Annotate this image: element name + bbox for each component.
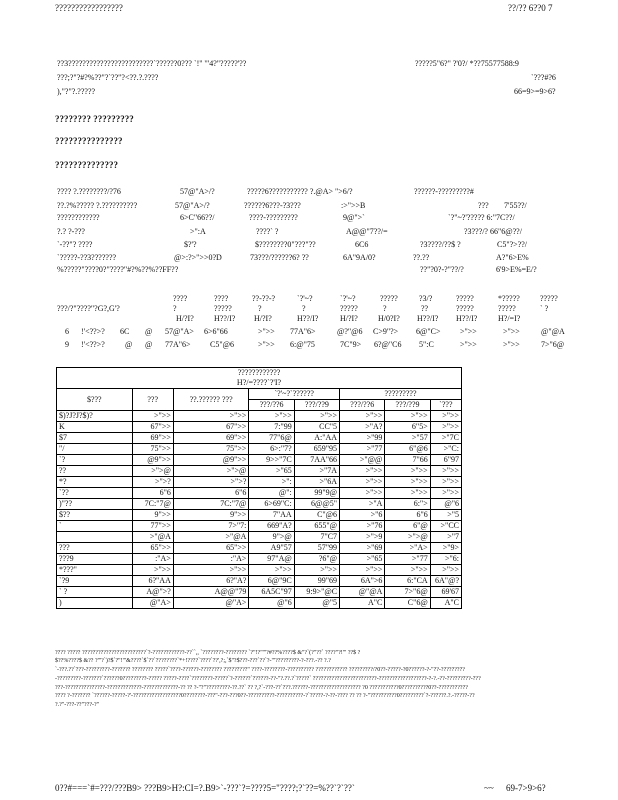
value-cell: >">@ [173,466,249,477]
block-1-row-2-c6: 7'55??/ [504,201,527,210]
value-cell: 6@@5" [294,499,339,510]
value-cell: @"@A [340,587,385,598]
heading-3: ?????????????? [55,160,118,170]
value-cell: 6:"CA [385,576,430,587]
block-1-row-2-c1: ??.?%????? ?.?????????? [57,201,138,210]
value-cell: 75">> [132,444,173,455]
value-cell: 57"99 [294,543,339,554]
summary-row-2-c5: 77A"6> [165,340,191,349]
column-header-c: ??.?????? ??? [173,389,249,411]
table-row [57,499,462,510]
page-footer-right: 69-7>9>6? [506,783,546,793]
summary-row-2-c8: 6:@"75 [290,340,315,349]
row-label-cell: ???9 [57,554,133,565]
summary-row-2-c11: 5":C [419,340,434,349]
value-cell: 65">> [173,543,249,554]
value-cell: 9>>"7C [249,455,294,466]
value-cell: >">9 [340,532,385,543]
table-row [57,554,462,565]
summary-head1-2: ???? [214,294,229,303]
value-cell: >">> [249,411,294,422]
row-label-cell: K [57,422,133,433]
block-1-row-6-c6: A?"6>E% [496,253,529,262]
summary-head1-8: ????? [456,294,474,303]
value-cell: @": [249,488,294,499]
value-cell: A9"57 [249,543,294,554]
block-1-row-1-c4: ??????-?????????# [414,187,474,196]
summary-head3-3: H/?I? [254,314,272,323]
table-row [57,488,462,499]
summary-head1-4: `?'~? [297,294,313,303]
value-cell: 6>:"7? [249,444,294,455]
value-cell: >"6: [430,554,461,565]
value-cell: 6"97 [430,455,461,466]
block-1-row-6-c5: ??.?? [413,253,430,262]
summary-head3-1: H/?I? [176,314,194,323]
footnote-line-7: ?.?"-???-??"???-?" [55,702,100,708]
summary-head1-1: ???? [173,294,188,303]
summary-row-2-c13: >">> [503,340,520,349]
table-row [57,587,462,598]
value-cell: >">> [430,422,461,433]
summary-row-1-c12: >">> [460,327,477,336]
summary-head2-11: ` ? [540,304,549,313]
sub-header-5: `??? [430,400,461,411]
summary-row-1-c13: >">> [503,327,520,336]
block-1-row-4-c2: >":A [190,227,206,236]
value-cell: >">> [173,411,249,422]
value-cell: >"A [340,499,385,510]
table-row [57,521,462,532]
value-cell: 6"@ [385,521,430,532]
value-cell: >"65 [249,466,294,477]
summary-head2-9: ????? [456,304,474,313]
value-cell: ?6"@ [294,554,339,565]
table-title-line-1: ???????????? [237,368,281,377]
summary-row-2-c2: !'<??>? [81,340,105,349]
value-cell: 6"5> [385,422,430,433]
data-table [56,367,462,609]
summary-row-2-c9: 7C"9> [340,340,362,349]
row-label-cell: *???" [57,565,133,576]
value-cell: >"76 [340,521,385,532]
value-cell: >"57 [385,433,430,444]
heading-1: ???????? ????????? [55,114,134,124]
column-group-1: `?'~?`?????? [249,389,340,400]
value-cell: 9">> [173,510,249,521]
value-cell: >">> [340,411,385,422]
row-label-cell: ` [57,521,133,532]
value-cell: 6"6 [173,488,249,499]
block-1-row-5-c3: $????????0"???"?? [255,240,316,249]
value-cell: >">@ [385,532,430,543]
summary-head2-4: ? [258,304,262,313]
footnote-line-3: `-???.??`???-?????????-??????? ???????? ?????`????-??????-???????? ?????????" ????-????????-?????????? ???????????? ?????????/?0??-?????-?0??????-?-"??-????????? [55,667,465,673]
value-cell: @"6 [249,598,294,609]
value-cell: >"7 [430,532,461,543]
block-1-row-6-c2: @>:?>">>0?D [174,253,222,262]
intro-line-1-right: ?????5"6?" ?'0?/ *??75577588:9 [415,59,519,68]
summary-head2-6: ????? [340,304,358,313]
summary-head3-5: H/?I? [340,314,358,323]
row-label-cell: ) [57,598,133,609]
value-cell: 655"@ [294,521,339,532]
row-label-cell: ??? [57,543,133,554]
footnote-line-2: $??%????$ &?? ?"'?`)?$`?"!'"&????`$`??`????????`*+!????`????`??',?;,`$"?$???-???`??`?-"'?????????-?-???.-?? ?.? [55,658,331,664]
block-1-row-3-c3: ????-????????? [249,213,298,222]
value-cell: CC"5 [294,422,339,433]
block-1-row-7-c6: 6'9>E%=E/? [496,265,537,274]
value-cell: >"@@ [340,455,385,466]
value-cell: >">> [173,565,249,576]
summary-row-2-c10: 6?@"C6 [374,340,402,349]
table-row [57,422,462,433]
summary-head3-8: H??/I? [456,314,478,323]
sub-header-3: ???/??6 [340,400,385,411]
value-cell: 7"C7 [294,532,339,543]
block-1-row-4-c3: ????` ? [256,227,279,236]
page-header-left: ????????????????? [55,3,123,13]
row-label-cell: `?? [57,488,133,499]
value-cell: >": [249,477,294,488]
value-cell: 69">> [173,433,249,444]
table-row [57,532,462,543]
value-cell: 6>69"C: [249,499,294,510]
value-cell: 7C:"7@ [173,499,249,510]
value-cell: A"C [430,598,461,609]
row-label-cell: "/ [57,444,133,455]
summary-row-1-c1: 6 [65,327,69,336]
block-1-row-5-c1: `-??"? ???? [57,240,93,249]
summary-head2-5: ? [302,304,306,313]
summary-row-1-c11: 6@"C> [416,327,441,336]
value-cell: @"A> [173,598,249,609]
value-cell: >">> [132,565,173,576]
table-row [57,444,462,455]
value-cell: @"5 [294,598,339,609]
value-cell: A:"AA [294,433,339,444]
value-cell: 7C:"7@ [132,499,173,510]
value-cell: >">> [340,488,385,499]
row-label-cell: )"?? [57,499,133,510]
block-1-row-5-c4: 6C6 [355,240,369,249]
block-1-row-6-c1: `?????-??3??????? [57,253,117,262]
row-label-cell: *? [57,477,133,488]
value-cell: C"6@ [385,598,430,609]
value-cell: 7"AA [249,510,294,521]
value-cell: >">> [430,411,461,422]
value-cell: >">> [385,411,430,422]
value-cell: 77">> [132,521,173,532]
value-cell: 97"A@ [249,554,294,565]
value-cell: >">> [340,466,385,477]
value-cell: A"C [340,598,385,609]
summary-head3-4: H??/I? [297,314,319,323]
block-1-row-4-c4: A@@"7??/= [346,227,388,236]
value-cell: 669"A? [249,521,294,532]
value-cell: A@">? [132,587,173,598]
value-cell: 6A5C"97 [249,587,294,598]
summary-row-1-c4: @ [145,327,153,336]
value-cell: >"A> [385,543,430,554]
value-cell: >"6A [294,477,339,488]
value-cell: >"5 [430,510,461,521]
value-cell: >">> [385,565,430,576]
page-footer-left: 0??#===`#=???/???B9> ???B9>H?:CI=?.B9>`-???`?=????5="????;?`??=%??`?`??` [55,783,355,793]
value-cell: >">> [385,488,430,499]
row-label-cell: ` ? [57,587,133,598]
footnote-line-6: ???? ?-??????? `??????-?????-?'-??????????????????0????????-???"-???-???0??-??????????-??????????-?`?????-?-??-???? ?? ?? ?-"??????????0?????????`?-??????.?.-?????-?? [55,693,475,699]
summary-row-1-c7: >">> [258,327,275,336]
table-row [57,466,462,477]
value-cell: @"A> [132,598,173,609]
value-cell: 6"@6 [385,444,430,455]
summary-row-1-c14: @"@A [541,327,565,336]
summary-row-2-c7: >">> [258,340,275,349]
value-cell: >">> [430,565,461,576]
summary-head2-7: ? [383,304,387,313]
summary-row-2-c3: @ [125,340,133,349]
block-1-row-1-c1: ???? ?.????????/?76 [57,187,121,196]
value-cell: 7AA"66 [294,455,339,466]
summary-head3-2: H??/I? [214,314,236,323]
value-cell: 7"66 [385,455,430,466]
table-body [57,411,462,609]
table-row [57,433,462,444]
value-cell: 9:9>"@C [294,587,339,598]
sub-header-2: ???/??9 [294,400,339,411]
value-cell: 6"6 [385,510,430,521]
table-row [57,565,462,576]
summary-head3-7: H??/I? [417,314,439,323]
intro-line-3-right: 66=9>=9>6? [514,87,556,96]
value-cell: 69">> [132,433,173,444]
value-cell: >"69 [340,543,385,554]
table-row [57,510,462,521]
row-label-cell: `? [57,455,133,466]
summary-row-2-c1: 9 [65,340,69,349]
summary-row-2-c12: >">> [460,340,477,349]
value-cell: 99"69 [294,576,339,587]
table-title-line-2: H?/=????`?'I? [236,378,282,387]
summary-row-1-c5: 57@"A> [165,327,194,336]
value-cell: 7>"7: [173,521,249,532]
sub-header-1: ???/??6 [249,400,294,411]
table-row [57,477,462,488]
value-cell: >"@A [132,532,173,543]
intro-line-2-left: ???;?"?#?%??"?`??"?<??.?.???? [57,73,159,82]
value-cell: 99"9@ [294,488,339,499]
value-cell: 67">> [173,422,249,433]
page-header-right: ??/?? 6??0 7 [508,3,553,13]
summary-head2-10: ????? [498,304,516,313]
value-cell: 7>"6@ [385,587,430,598]
value-cell: >">> [249,565,294,576]
summary-row-2-c4: @ [145,340,153,349]
value-cell: >"A? [340,422,385,433]
column-header-b: ??? [132,389,173,411]
summary-head1-5: `?'~? [340,294,356,303]
value-cell: >">? [132,477,173,488]
row-label-cell: ?? [57,466,133,477]
value-cell: 67">> [132,422,173,433]
value-cell: >">> [294,565,339,576]
value-cell: 659"95 [294,444,339,455]
summary-head1-7: ?3/? [419,294,433,303]
value-cell: 6:"> [385,499,430,510]
block-1-row-3-c5: `?"~?'????? 6:"7C??/ [448,213,515,222]
block-1-row-2-c3: ??????6???-?3??? [244,201,301,210]
footnote-line-4: -?????????-???????`??????0?????????-????? ?????-????`????????-?????`?-??????`??????-??-"?.??.?`?????` ????????????????????????-??????????????????-?-?.-??-?????????-??? [55,676,481,682]
value-cell: >"CC [430,521,461,532]
table-row [57,455,462,466]
column-header-a: $??? [57,389,133,411]
value-cell: >">> [430,488,461,499]
value-cell: 6A">6 [340,576,385,587]
summary-head2-3: ????? [214,304,232,313]
value-cell: 75">> [173,444,249,455]
sub-header-4: ???/??9 [385,400,430,411]
block-1-row-2-c4: :>">>B [341,201,366,210]
summary-head3-9: H?/=I? [498,314,521,323]
value-cell: @9">> [173,455,249,466]
value-cell: >"7A [294,466,339,477]
value-cell: A@@"79 [173,587,249,598]
table-row [57,576,462,587]
value-cell: >"77 [340,444,385,455]
table-row [57,598,462,609]
value-cell: >">> [430,477,461,488]
row-label-cell [57,532,133,543]
value-cell: 6"6 [132,488,173,499]
intro-line-1-left: ??3????????????????????????`??????0??? `!" '"4?"?????'?? [57,59,247,68]
value-cell: :"A> [173,554,249,565]
block-1-row-4-c5: ?3???/? 66"6@??/ [464,227,522,236]
value-cell: >">> [385,477,430,488]
page-footer-mid: ~~ [484,783,494,793]
value-cell: >"6 [340,510,385,521]
summary-row-1-c2: !'<??>? [81,327,105,336]
value-cell: 65">> [132,543,173,554]
block-1-row-1-c2: 57@"A>/? [180,187,215,196]
summary-head2-8: ?? [421,304,429,313]
summary-row-1-c8: 77A"6> [290,327,316,336]
summary-head1-10: ????? [540,294,558,303]
summary-row-2-c14: 7>"6@ [541,340,565,349]
summary-head2-2: ? [173,304,177,313]
footnote-line-1: ???? ????? ????????????????????????`?-????????????-??``,, `????????-???????? `?"!?"'"?#??%????$ &"?`(?"??` ????"?!'" ??$ ? [55,650,361,656]
block-1-row-6-c4: 6A"9A/0? [343,253,376,262]
summary-row-1-c6: 6>6"66 [204,327,228,336]
value-cell: 6@"9C [249,576,294,587]
value-cell: 6?"AA [132,576,173,587]
summary-head1-3: ??-??-? [252,294,276,303]
summary-head1-6: ????? [380,294,398,303]
table-row [57,543,462,554]
value-cell: :"A> [132,554,173,565]
table-row [57,411,462,422]
value-cell: 6?"A? [173,576,249,587]
block-1-row-1-c3: ?????6??????????? ?.@A> ">6/? [247,187,353,196]
value-cell: >"9> [430,543,461,554]
heading-2: ??????????????? [55,136,123,146]
block-1-row-6-c3: 73???/??????6? ?? [250,253,309,262]
block-1-row-5-c2: $?'? [184,240,197,249]
value-cell: >"C: [430,444,461,455]
value-cell: 69'67 [430,587,461,598]
row-label-cell: $?? [57,510,133,521]
summary-row-1-c9: @?"@6 [337,327,363,336]
value-cell: >"@A [173,532,249,543]
block-1-row-4-c1: ?.? ?-??? [57,227,85,236]
value-cell: >"65 [340,554,385,565]
value-cell: >"99 [340,433,385,444]
value-cell: >">> [430,466,461,477]
value-cell: 7:"99 [249,422,294,433]
block-1-row-3-c2: 6>C"66??/ [180,213,215,222]
row-label-cell: `?9 [57,576,133,587]
value-cell: >">@ [132,466,173,477]
row-label-cell: $)?J?J?$)? [57,411,133,422]
value-cell: >">> [385,466,430,477]
value-cell: 9">> [132,510,173,521]
summary-head2-1: ???/?"????"?G?,G'? [57,304,120,313]
value-cell: 6A"@? [430,576,461,587]
table-title [57,368,462,389]
value-cell: >">? [173,477,249,488]
value-cell: >">> [132,411,173,422]
intro-line-2-right: `???#?6 [531,73,556,82]
block-1-row-7-c1: %?????"????0?"????"#?%??%??FF?? [57,265,179,274]
value-cell: C"@6 [294,510,339,521]
block-1-row-3-c4: 9@">` [343,213,365,222]
summary-head3-6: H/0?I? [378,314,400,323]
summary-head1-9: *????? [498,294,520,303]
value-cell: >"77 [385,554,430,565]
value-cell: >"7C [430,433,461,444]
block-1-row-7-c5: ??"?0?-?"??/? [420,265,464,274]
value-cell: @9">> [132,455,173,466]
summary-row-2-c6: C5"@6 [210,340,234,349]
value-cell: 77"6@ [249,433,294,444]
row-label-cell: $7 [57,433,133,444]
column-group-2: ????????? [340,389,462,400]
value-cell: >">> [340,477,385,488]
block-1-row-5-c6: C5"?>??/ [497,240,527,249]
value-cell: 9">@ [249,532,294,543]
value-cell: >">> [294,411,339,422]
block-1-row-3-c1: ???????????? [57,213,100,222]
footnote-line-5: ???-???????????????-?????????????-?????????????-?? ?? ?-"?"?????????-??.??` ?? ?,?`-???-??`???.??????-??????????????????? ?0 ???????????0??????????0??-??????????? [55,685,468,691]
value-cell: >">> [340,565,385,576]
block-1-row-2-c5: ??? [478,201,489,210]
value-cell: @"6 [430,499,461,510]
intro-line-3-left: ),"?"?.????? [57,87,96,96]
block-1-row-5-c5: ?3????/??$ ? [420,240,461,249]
summary-row-1-c10: C>9"?> [373,327,399,336]
block-1-row-2-c2: 57@"A>/? [175,201,210,210]
summary-row-1-c3: 6C [120,327,130,336]
